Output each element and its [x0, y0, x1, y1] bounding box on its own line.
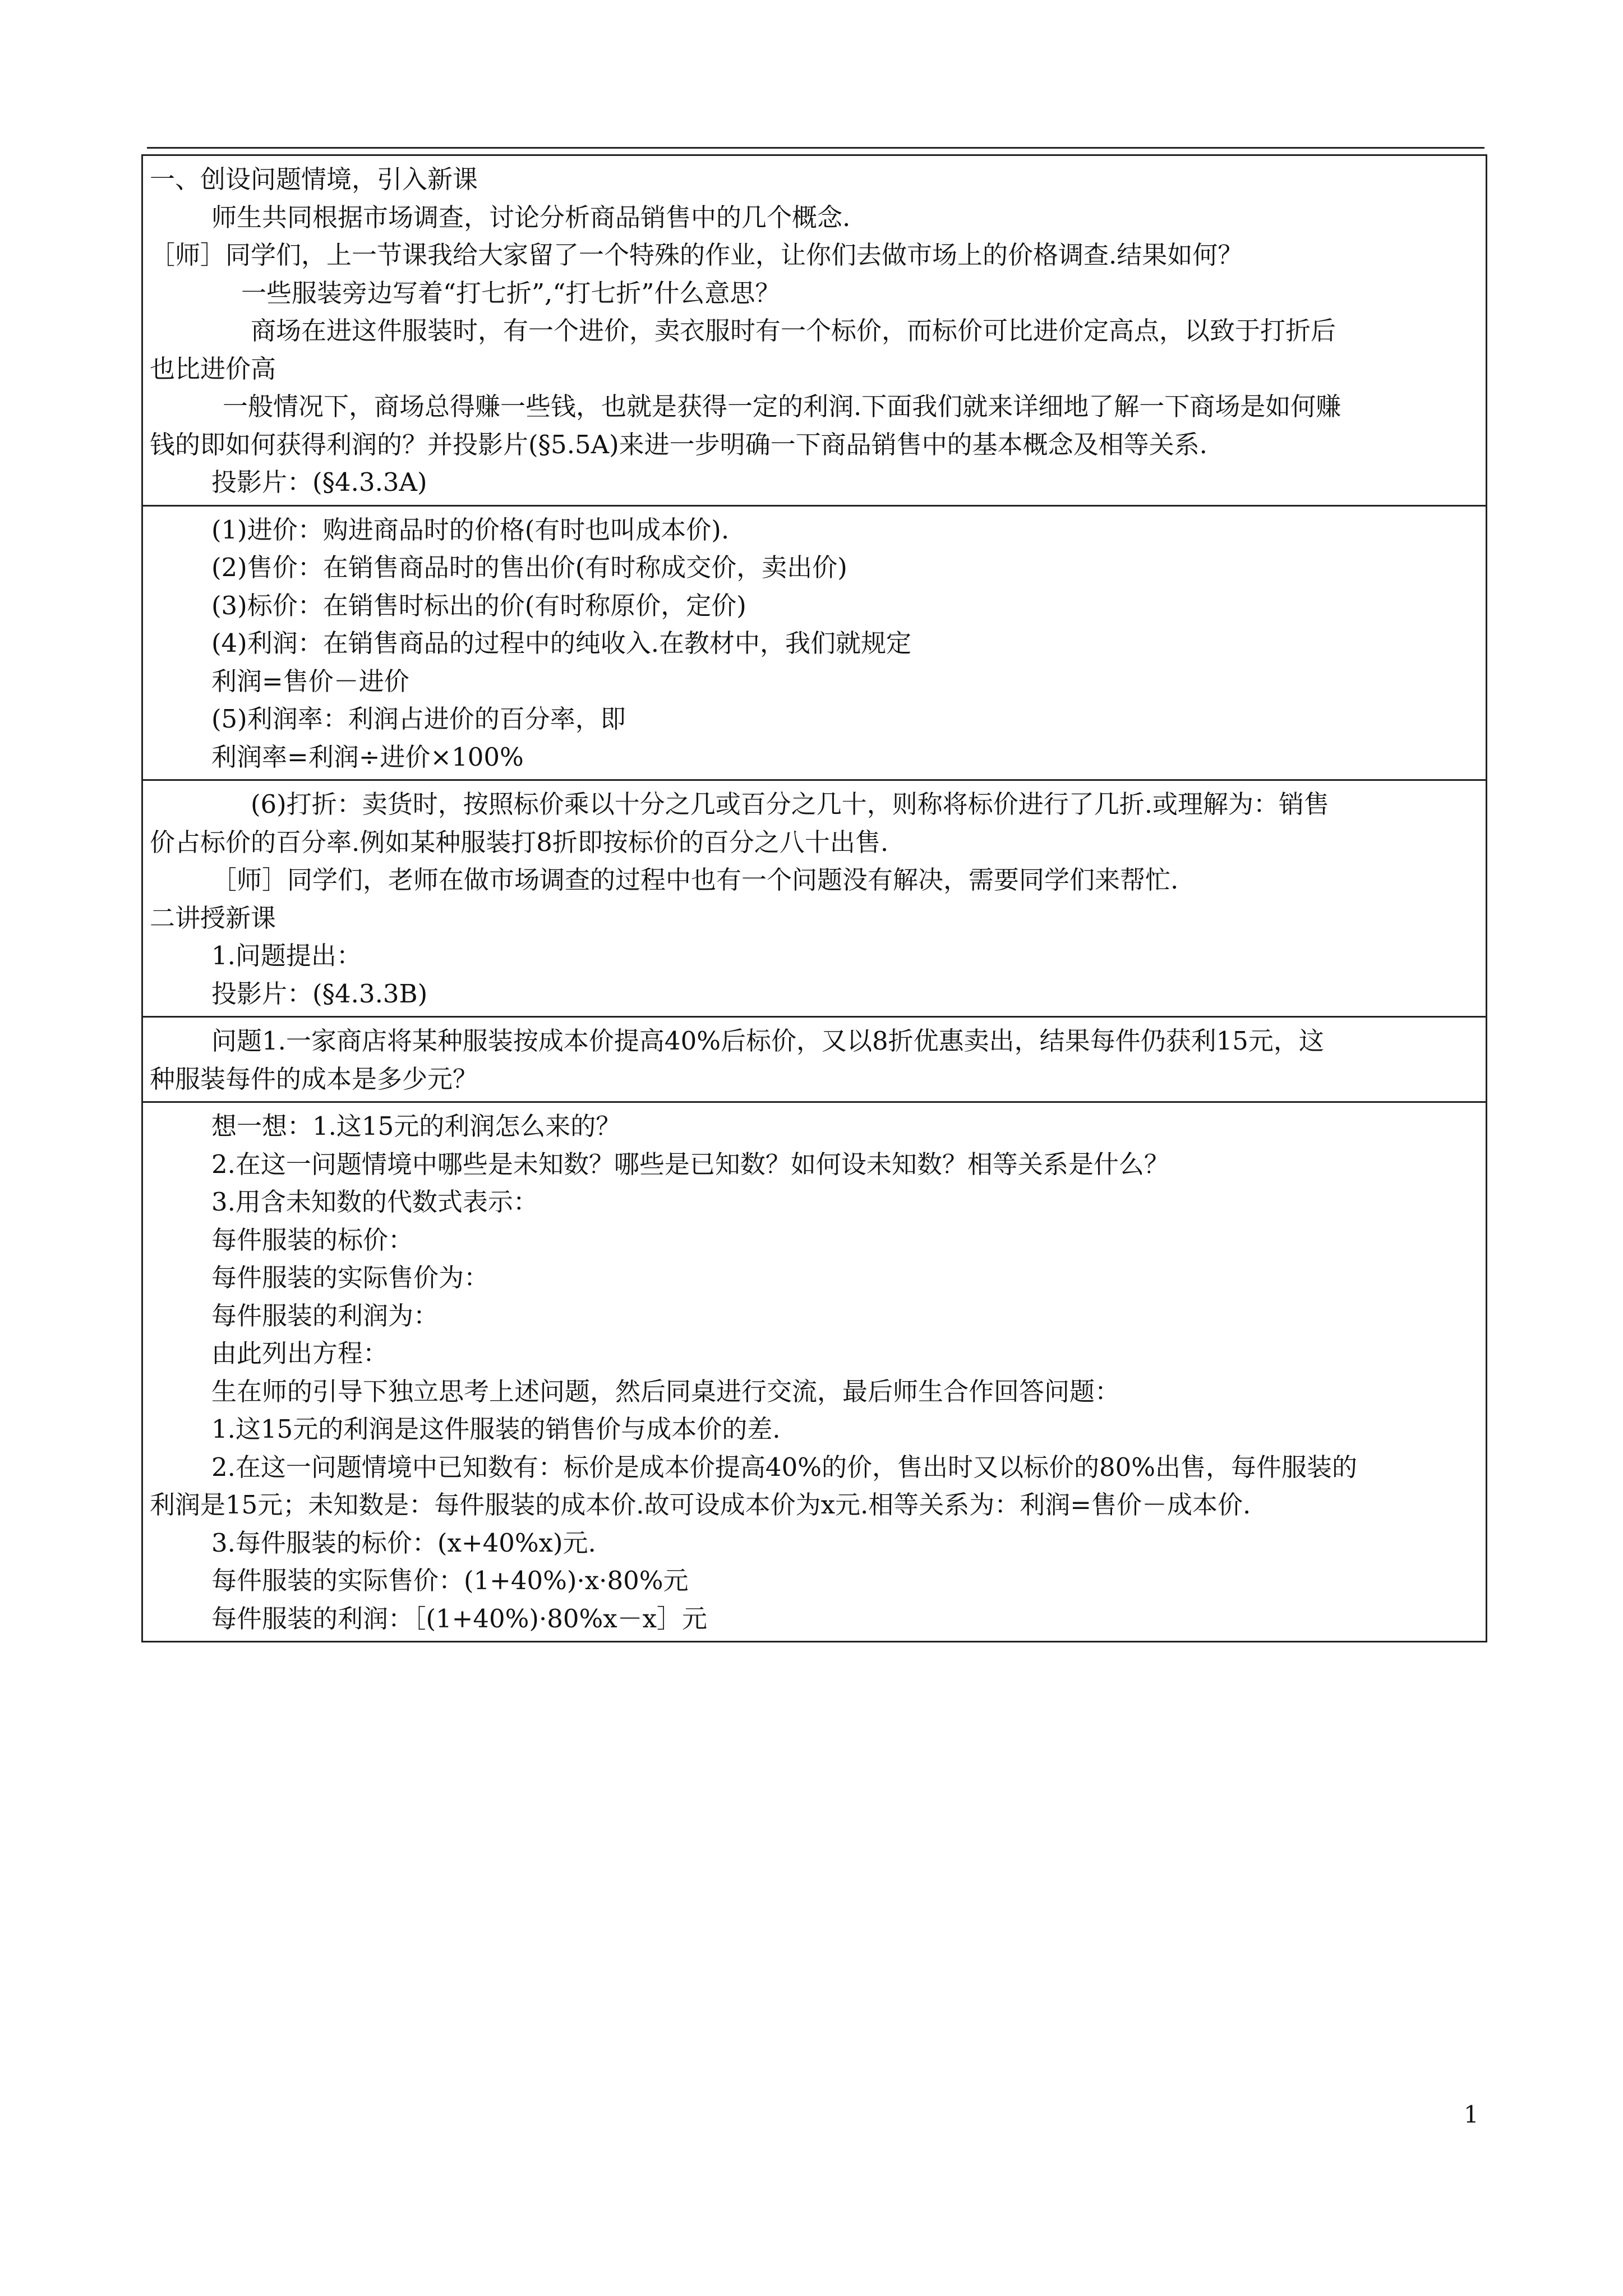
section-heading: 一、创设问题情境，引入新课: [150, 164, 478, 194]
text-line: 商场在进这件服装时，有一个进价，卖衣服时有一个标价，而标价可比进价定高点，以致于打折后: [251, 316, 1336, 346]
header-rule: [147, 147, 1484, 149]
text-line: 3.用含未知数的代数式表示：: [211, 1187, 538, 1217]
text-line: ［师］同学们，上一节课我给大家留了一个特殊的作业，让你们去做市场上的价格调查.结果如何？: [150, 240, 1243, 270]
text-line: (1)进价：购进商品时的价格(有时也叫成本价).: [211, 514, 730, 545]
formula-line: 每件服装的实际售价：(1+40%)·x·80%元: [211, 1566, 689, 1595]
table-row-discount: [143, 781, 1486, 1018]
text-line: 问题1.一家商店将某种服装按成本价提高40%后标价，又以8折优惠卖出，结果每件仍获利15元，这: [211, 1026, 1324, 1056]
text-line: (5)利润率：利润占进价的百分率，即: [211, 704, 626, 734]
text-line: 2.在这一问题情境中已知数有：标价是成本价提高40%的价，售出时又以标价的80%出售，每件服装的: [211, 1452, 1357, 1482]
table-row-definitions: [143, 507, 1486, 781]
text-line: 钱的即如何获得利润的？并投影片(§5.5A)来进一步明确一下商品销售中的基本概念及相等关系.: [150, 429, 1207, 459]
page-number: 1: [1464, 2101, 1479, 2128]
section-heading: 二讲授新课: [150, 903, 276, 933]
table-row-problem: [143, 1018, 1486, 1103]
text-line: 投影片：(§4.3.3B): [211, 978, 428, 1009]
text-line: 价占标价的百分率.例如某种服装打8折即按标价的百分之八十出售.: [150, 827, 889, 857]
text-line: 投影片：(§4.3.3A): [211, 467, 427, 497]
formula-line: 利润=售价－进价: [211, 666, 409, 696]
text-line: 一般情况下，商场总得赚一些钱，也就是获得一定的利润.下面我们就来详细地了解一下商场是如何赚: [223, 392, 1341, 421]
text-line: 想一想：1.这15元的利润怎么来的？: [211, 1111, 621, 1141]
text-line: 每件服装的标价：: [211, 1225, 414, 1255]
text-line: 每件服装的利润为：: [211, 1300, 439, 1331]
text-line: (6)打折：卖货时，按照标价乘以十分之几或百分之几十，则称将标价进行了几折.或理解为：销售: [251, 789, 1330, 819]
text-line: 也比进价高: [150, 353, 276, 384]
text-line: 利润是15元；未知数是：每件服装的成本价.故可设成本价为x元.相等关系为：利润=售价－成本价.: [150, 1490, 1251, 1520]
text-line: 每件服装的实际售价为：: [211, 1263, 490, 1292]
text-line: (2)售价：在销售商品时的售出价(有时称成交价，卖出价): [211, 553, 847, 582]
text-line: 一些服装旁边写着“打七折”,“打七折”什么意思？: [241, 278, 781, 308]
text-line: 2.在这一问题情境中哪些是未知数？哪些是已知数？如何设未知数？相等关系是什么？: [211, 1149, 1169, 1179]
text-line: (3)标价：在销售时标出的价(有时称原价，定价): [211, 590, 746, 620]
formula-line: 3.每件服装的标价：(x+40%x)元.: [211, 1527, 596, 1558]
text-line: 1.问题提出：: [211, 941, 362, 970]
text-line: 由此列出方程：: [211, 1338, 389, 1368]
text-line: 种服装每件的成本是多少元？: [150, 1064, 478, 1094]
text-line: 生在师的引导下独立思考上述问题，然后同桌进行交流，最后师生合作回答问题：: [211, 1376, 1121, 1406]
lesson-table: [141, 154, 1487, 1642]
table-row-intro: [143, 156, 1486, 507]
formula-line: 每件服装的利润：［(1+40%)·80%x－x］元: [211, 1603, 708, 1634]
text-line: 1.这15元的利润是这件服装的销售价与成本价的差.: [211, 1414, 781, 1444]
table-row-solution: [143, 1103, 1486, 1642]
text-line: ［师］同学们，老师在做市场调查的过程中也有一个问题没有解决，需要同学们来帮忙.: [211, 865, 1179, 895]
text-line: 师生共同根据市场调查，讨论分析商品销售中的几个概念.: [211, 202, 851, 232]
formula-line: 利润率=利润÷进价×100%: [211, 742, 524, 772]
text-line: (4)利润：在销售商品的过程中的纯收入.在教材中，我们就规定: [211, 628, 912, 658]
